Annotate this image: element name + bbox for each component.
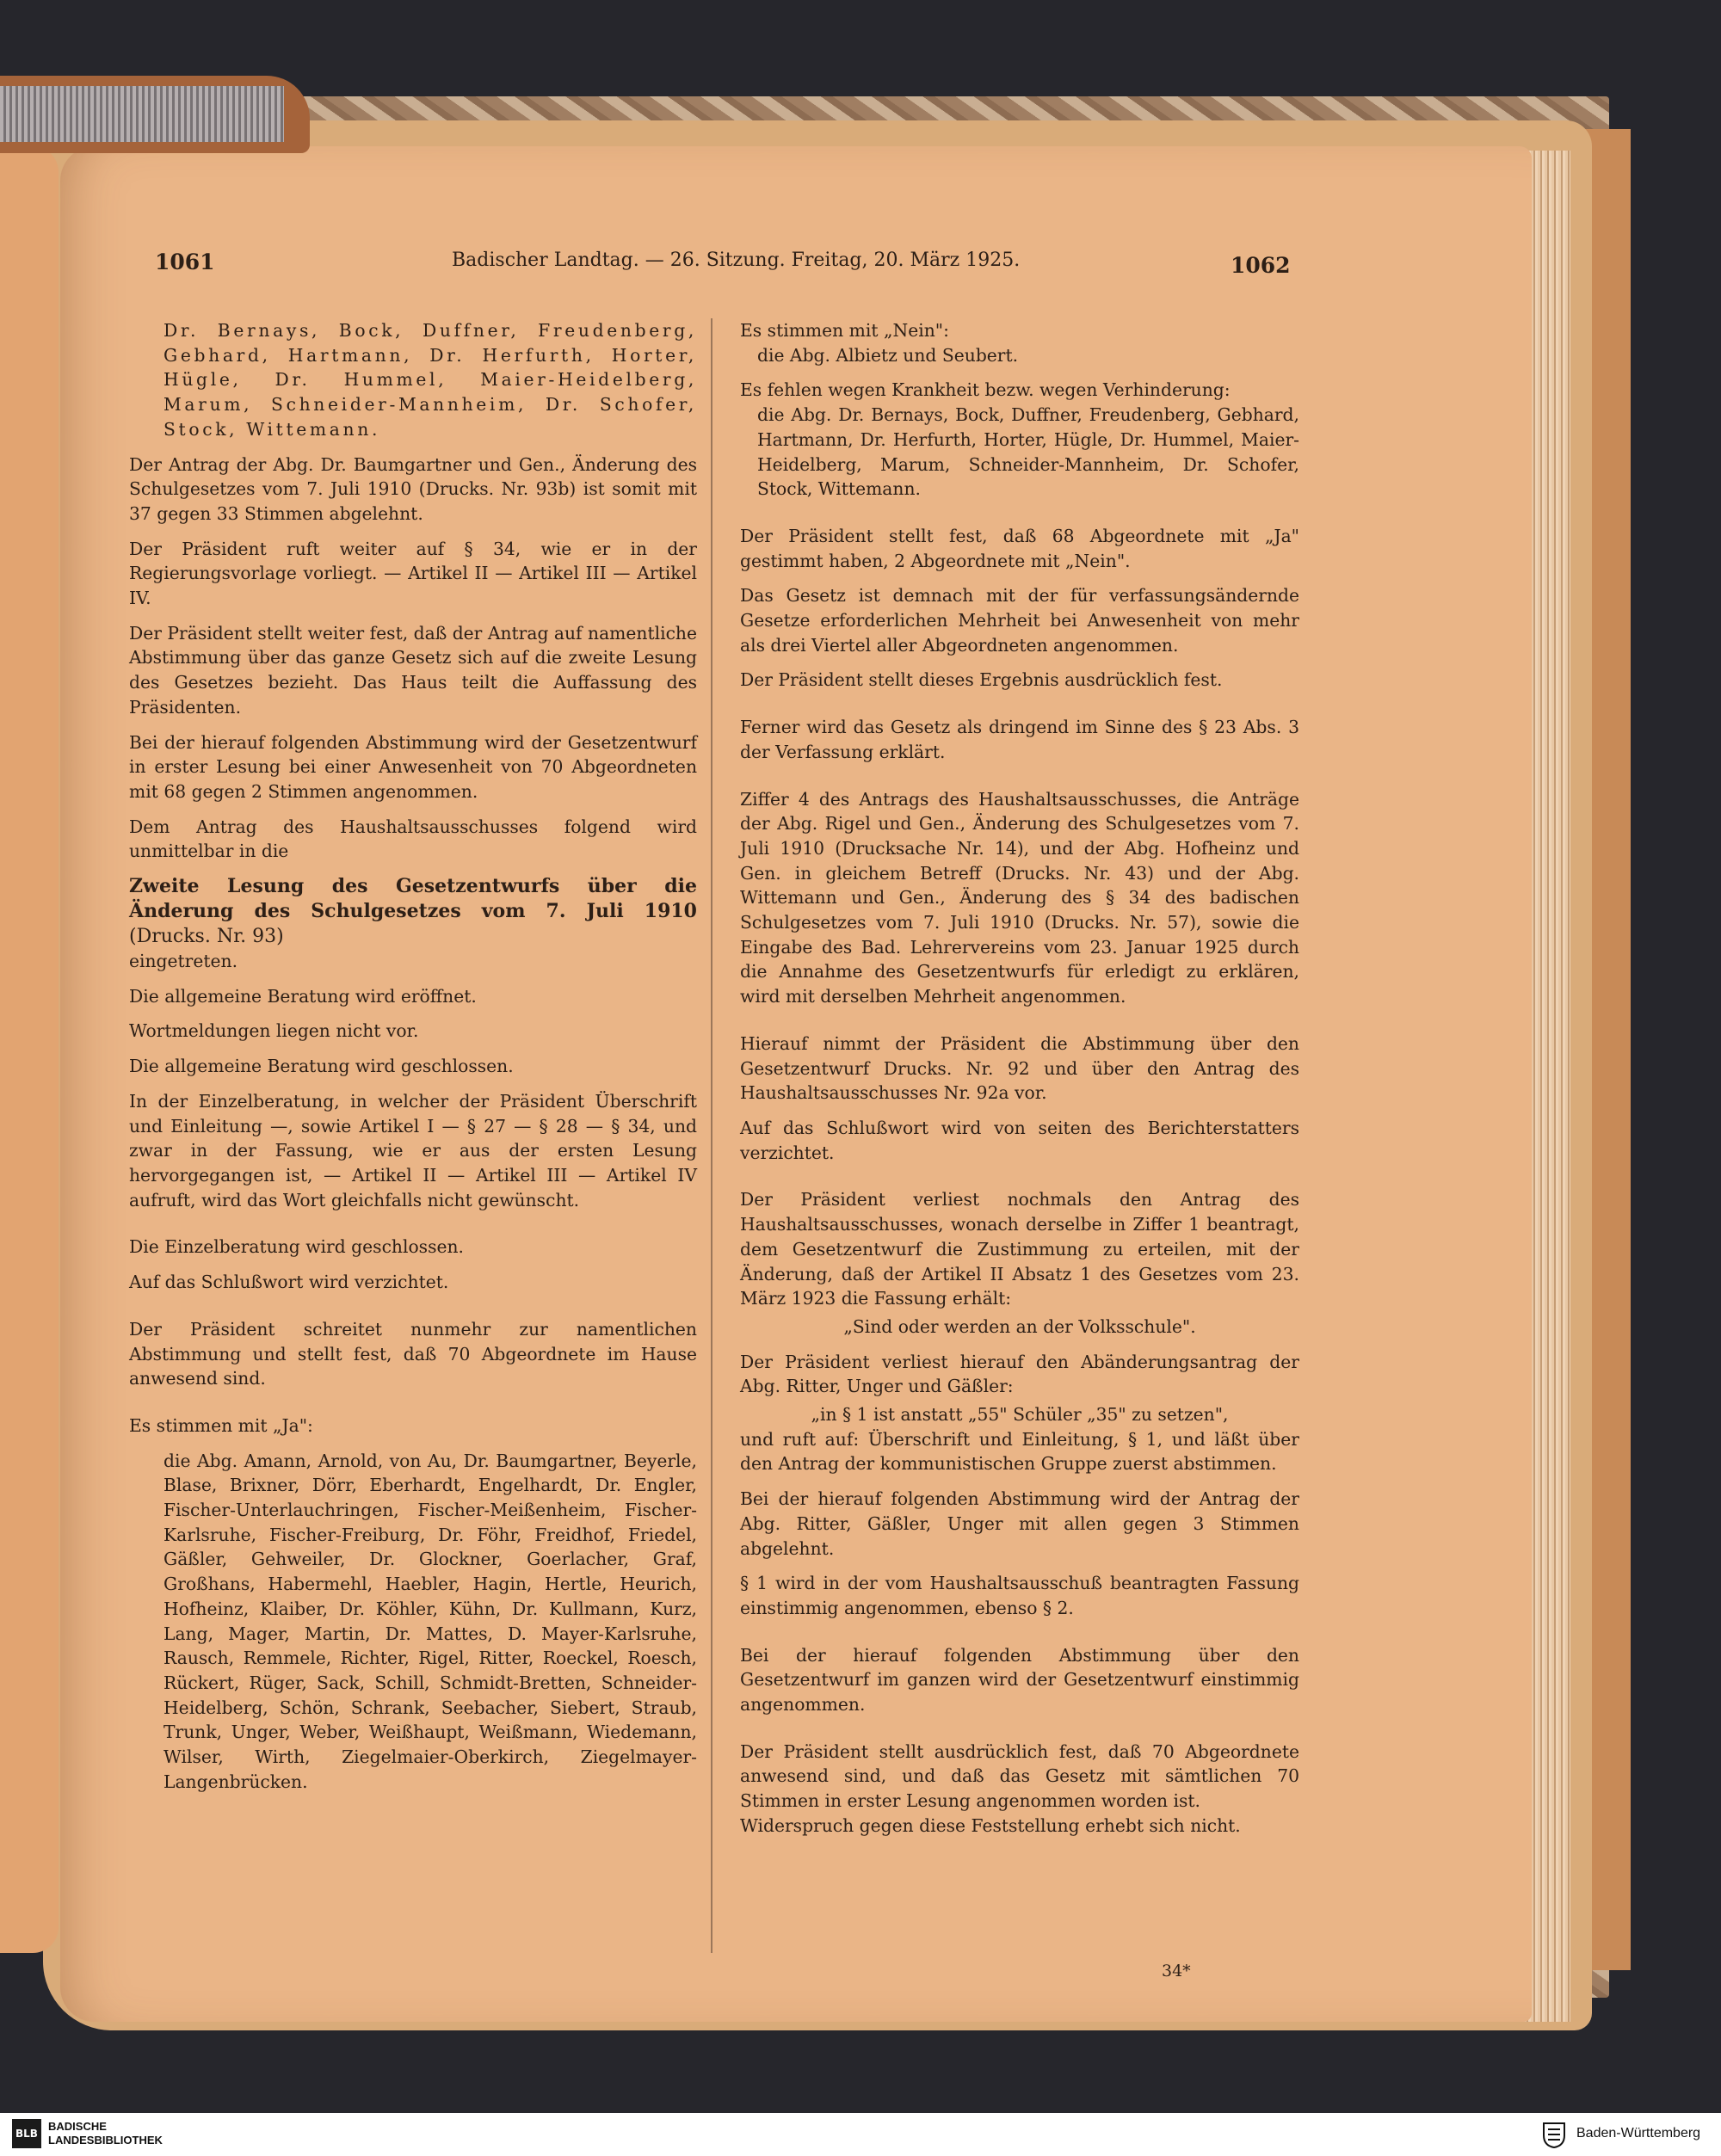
paragraph: die Abg. Albietz und Seubert. [757,344,1019,366]
paragraph: Auf das Schlußwort wird von seiten des Berichterstatters verzichtet. [740,1117,1299,1163]
paragraph: § 1 wird in der vom Haushaltsausschuß beantragten Fassung einstimmig angenommen, ebenso § 2. [740,1573,1299,1618]
paragraph: Hierauf nimmt der Präsident die Abstimmung über den Gesetzentwurf Drucks. Nr. 92 und über den Antrag des Haushaltsausschusses Nr. 92a vor. [740,1032,1299,1104]
paragraph: Der Präsident schreitet nunmehr zur namentlichen Abstimmung und stellt fest, daß 70 Abgeordnete im Hause anwesend sind. [129,1318,697,1389]
paragraph: und ruft auf: Überschrift und Einleitung, § 1, und läßt über den Antrag der kommunistischen Gruppe zuerst abstimmen. [740,1428,1299,1475]
library-name-line1: BADISCHE [48,2120,107,2133]
paragraph: Der Präsident stellt weiter fest, daß der Antrag auf namentliche Abstimmung über das ganze Gesetz sich auf die zweite Lesung des Gesetzes bezieht. Das Haus teilt die Auffassung des Präsidenten. [129,622,697,718]
paragraph: Der Präsident stellt fest, daß 68 Abgeordnete mit „Ja" gestimmt haben, 2 Abgeordnete mit „Nein". [740,525,1299,571]
member-list: die Abg. Amann, Arnold, von Au, Dr. Baumgartner, Beyerle, Blase, Brixner, Dörr, Eberhardt, Engelhardt, Dr. Engler, Fischer-Unterlauchringen, Fischer-Meißenheim, Fischer-Karlsruhe, Fischer-Freiburg, Dr. Föhr, Freidhof, Friedel, Gäßler, Gehweiler, Dr. Glockner, Goerlacher, Graf, Großhans, Habermehl, Haebler, Hagin, Hertle, Heurich, Hofheinz, Klaiber, Dr. Köhler, Kühn, Dr. Kullmann, Kurz, Lang, Mager, Martin, Dr. Mattes, D. Mayer-Karlsruhe, Rausch, Remmele, Richter, Rigel, Ritter, Roeckel, Roesch, Rückert, Rüger, Sack, Schill, Schmidt-Bretten, Schneider-Heidelberg, Schön, Schrank, Seebacher, Siebert, Straub, Trunk, Unger, Weber, Weißhaupt, Weißmann, Wiedemann, Wilser, Wirth, Ziegelmaier-Oberkirch, Ziegelmayer-Langenbrücken. [163,1450,697,1792]
paragraph: Auf das Schlußwort wird verzichtet. [129,1272,449,1293]
paragraph: Der Präsident ruft weiter auf § 34, wie er in der Regierungsvorlage vorliegt. — Artikel II — Artikel III — Artikel IV. [129,538,697,609]
paragraph: Die Einzelberatung wird geschlossen. [129,1236,465,1258]
column-right [740,318,1299,1849]
column-divider [711,318,712,1953]
paragraph: Dem Antrag des Haushaltsausschusses folgend wird unmittelbar in die [129,816,697,862]
paragraph: Es stimmen mit „Ja": [129,1414,313,1436]
paragraph: eingetreten. [129,951,238,972]
section-heading [129,874,697,949]
quotation: „in § 1 ist anstatt „55" Schüler „35" zu setzen", [811,1404,1229,1426]
paragraph: In der Einzelberatung, in welcher der Präsident Überschrift und Einleitung —, sowie Artikel I — § 27 — § 28 — § 34, und zwar in der Fassung, wie er aus der ersten Lesung hervorgegangen ist, — Artikel II — Artikel III — Artikel IV aufruft, wird das Wort gleichfalls nicht gewünscht. [129,1090,697,1210]
paragraph: Es fehlen wegen Krankheit bezw. wegen Verhinderung: [740,379,1231,401]
signature-mark: 34* [1162,1962,1191,1980]
page-text [129,249,1317,1996]
paragraph: Dr. Bernays, Bock, Duffner, Freudenberg, Gebhard, Hartmann, Dr. Herfurth, Horter, Hügle, Dr. Hummel, Maier-Heidelberg, Marum, Schneider-Mannheim, Dr. Schofer, Stock, Wittemann. [163,320,697,440]
page-number-right: 1062 [1231,253,1291,278]
ribbon-threads [0,86,284,142]
paragraph: Der Präsident stellt ausdrücklich fest, daß 70 Abgeordnete anwesend sind, und daß das Gesetz mit sämtlichen 70 Stimmen in erster Lesung angenommen worden ist. [740,1740,1299,1812]
paragraph: Ferner wird das Gesetz als dringend im Sinne des § 23 Abs. 3 der Verfassung erklärt. [740,717,1299,762]
paragraph: Das Gesetz ist demnach mit der für verfassungsändernde Gesetze erforderlichen Mehrheit bei Anwesenheit von mehr als drei Viertel aller Abgeordneten angenommen. [740,585,1299,656]
paragraph: Der Präsident verliest nochmals den Antrag des Haushaltsausschusses, wonach derselbe in Ziffer 1 beantragt, dem Gesetzentwurf die Zustimmung zu erteilen, mit der Änderung, daß der Artikel II Absatz 1 des Gesetzes vom 23. März 1923 die Fassung erhält: [740,1189,1299,1309]
paragraph: Der Antrag der Abg. Dr. Baumgartner und Gen., Änderung des Schulgesetzes vom 7. Juli 1910 (Drucks. Nr. 93b) ist somit mit 37 gegen 33 Stimmen abgelehnt. [129,453,697,524]
header-title: Badischer Landtag. — 26. Sitzung. Freitag, 20. März 1925. [452,249,1021,271]
running-header [129,249,1317,284]
library-name-line2: LANDESBIBLIOTHEK [48,2134,163,2147]
paragraph: Bei der hierauf folgenden Abstimmung wird der Gesetzentwurf in erster Lesung bei einer Anwesenheit von 70 Abgeordneten mit 68 gegen 2 Stimmen angenommen. [129,731,697,802]
column-left [129,318,697,1804]
paragraph: Die allgemeine Beratung wird eröffnet. [129,985,477,1007]
paragraph: Bei der hierauf folgenden Abstimmung wird der Antrag der Abg. Ritter, Gäßler, Unger mit allen gegen 3 Stimmen abgelehnt. [740,1488,1299,1559]
library-name [48,2120,163,2147]
paragraph: Die allgemeine Beratung wird geschlossen. [129,1056,514,1077]
left-leaf [0,146,59,1953]
page-number-left: 1061 [155,249,215,274]
blb-logo: BLB [12,2119,41,2148]
paragraph: Widerspruch gegen diese Feststellung erhebt sich nicht. [740,1814,1241,1836]
paragraph: Wortmeldungen liegen nicht vor. [129,1020,419,1042]
heading-reference: (Drucks. Nr. 93) [129,926,284,948]
state-name: Baden-Württemberg [1576,2126,1701,2141]
member-list: die Abg. Dr. Bernays, Bock, Duffner, Freudenberg, Gebhard, Hartmann, Dr. Herfurth, Horter, Hügle, Dr. Hummel, Maier-Heidelberg, Marum, Schneider-Mannheim, Dr. Schofer, Stock, Wittemann. [757,404,1299,500]
paragraph: Es stimmen mit „Nein": [740,320,949,341]
paragraph: Ziffer 4 des Antrags des Haushaltsausschusses, die Anträge der Abg. Rigel und Gen., Änderung des Schulgesetzes vom 7. Juli 1910 (Drucksache Nr. 14), und der Abg. Hofheinz und Gen. in gleichem Betreff (Drucks. Nr. 43) und der Abg. Wittemann und Gen., Änderung des § 34 des badischen Schulgesetzes vom 7. Juli 1910 (Drucks. Nr. 57), sowie die Eingabe des Bad. Lehrervereins vom 23. Januar 1925 durch die Annahme des Gesetzentwurfs für erledigt zu erklären, wird mit derselben Mehrheit angenommen. [740,788,1299,1007]
paragraph: Der Präsident verliest hierauf den Abänderungsantrag der Abg. Ritter, Unger und Gäßler: [740,1351,1299,1397]
paragraph: Bei der hierauf folgenden Abstimmung über den Gesetzentwurf im ganzen wird der Gesetzentwurf einstimmig angenommen. [740,1644,1299,1716]
viewer-footer [0,2113,1721,2156]
bw-crest-icon [1540,2120,1568,2149]
quotation: „Sind oder werden an der Volksschule". [843,1315,1196,1337]
paragraph: Der Präsident stellt dieses Ergebnis ausdrücklich fest. [740,669,1223,691]
heading-text: Zweite Lesung des Gesetzentwurfs über die Änderung des Schulgesetzes vom 7. Juli 1910 [129,875,697,923]
